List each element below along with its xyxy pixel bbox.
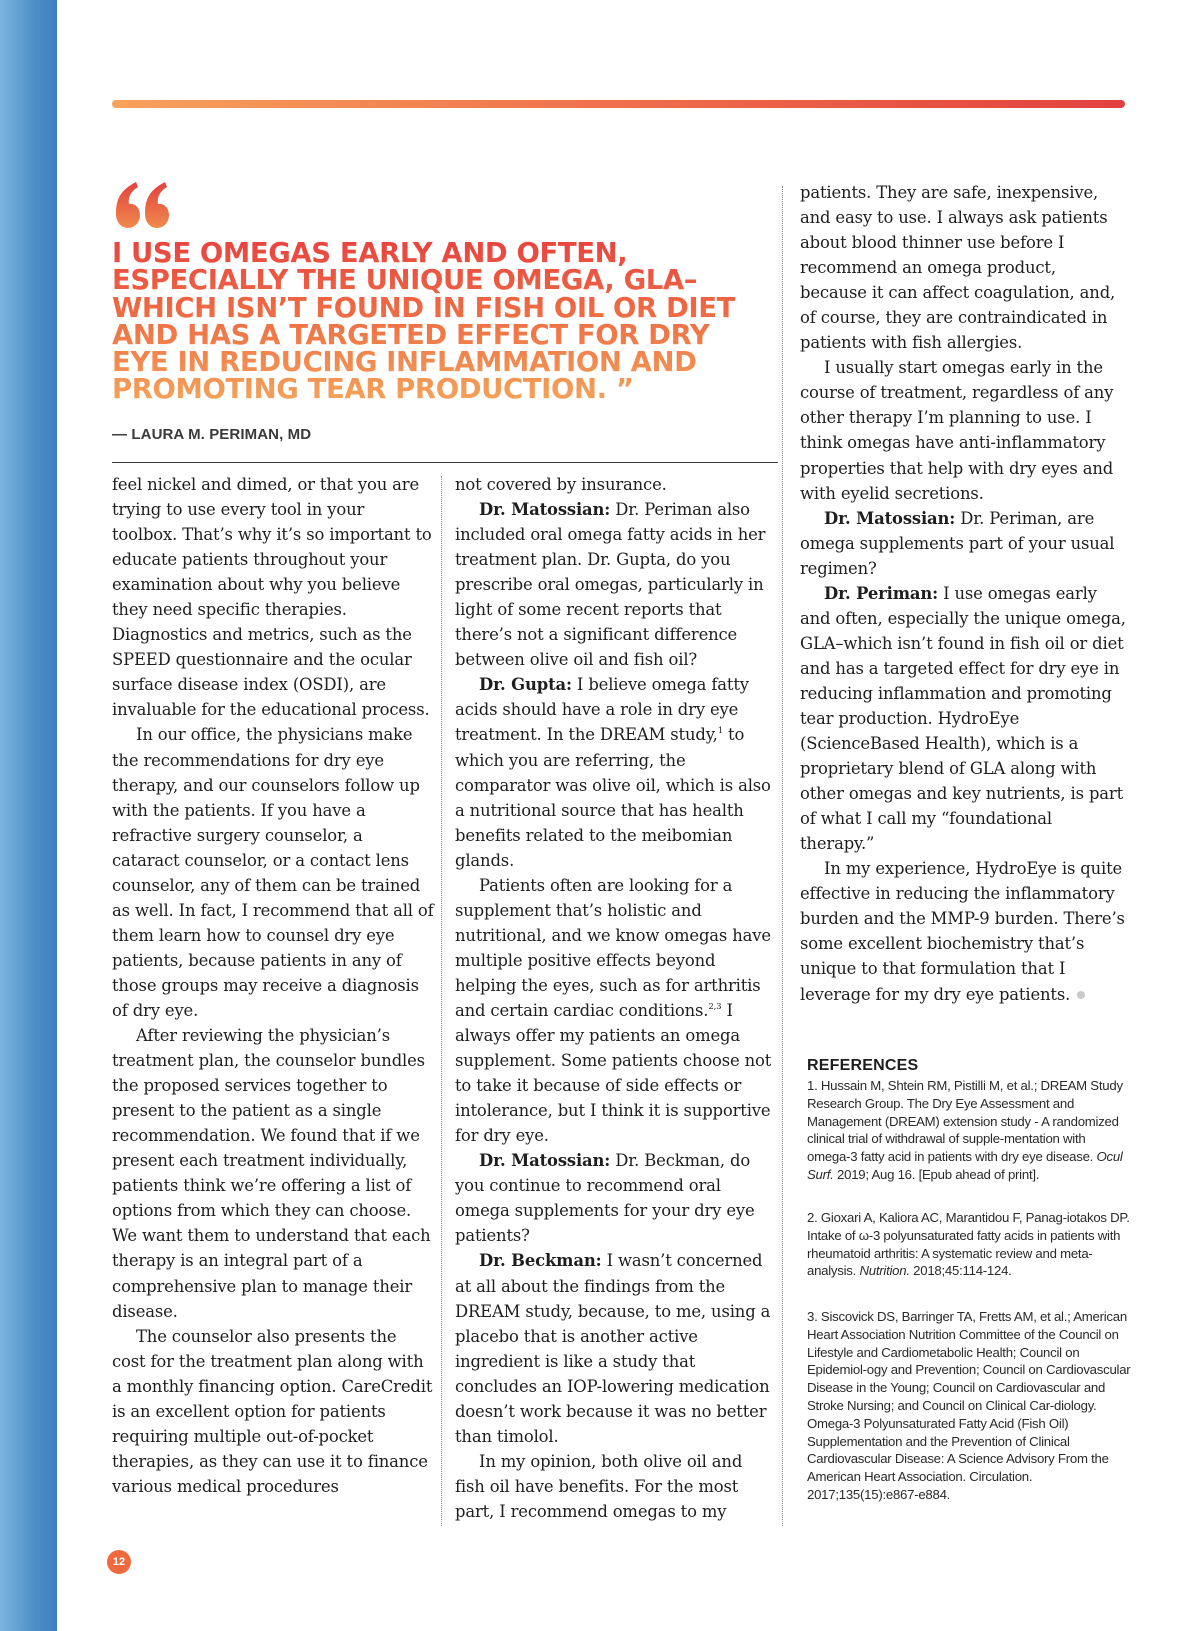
citation-superscript: 2,3 (708, 1001, 722, 1012)
speaker-name: Dr. Periman: (824, 583, 939, 603)
paragraph-text: Dr. Periman also included oral omega fatty acids in her treatment plan. Dr. Gupta, do you prescribe oral omegas, particularly in light of some recent reports that there’s not a significant difference between olive oil and fish oil? (455, 500, 766, 670)
paragraph-text: Patients often are looking for a supplement that’s holistic and nutritional, and we know omegas have multiple positive effects beyond helping the eyes, such as for arthritis and certain cardiac conditions. (455, 875, 771, 1020)
speaker-name: Dr. Matossian: (824, 508, 956, 528)
pull-quote: I USE OMEGAS EARLY AND OFTEN, ESPECIALLY THE UNIQUE OMEGA, GLA–WHICH ISN’T FOUND IN FISH OIL OR DIET AND HAS A TARGETED EFFECT FOR DRY EYE IN REDUCING INFLAMMATION AND PROMOTING TEAR PRODUCTION. ” (112, 240, 772, 404)
citation-superscript: 1 (717, 726, 723, 737)
speaker-name: Dr. Matossian: (479, 500, 611, 520)
paragraph: In my opinion, both olive oil and fish oil have benefits. For the most part, I recommend omegas to my (455, 1451, 743, 1521)
pull-quote-attribution: — LAURA M. PERIMAN, MD (112, 426, 312, 443)
paragraph: I usually start omegas early in the course of treatment, regardless of any other therapy I’m planning to use. I think omegas have anti-inflammatory properties that help with dry eyes and with eyelid secretions. (800, 358, 1114, 503)
paragraph-text: I believe omega fatty acids should have a role in dry eye treatment. In the DREAM study, (455, 675, 749, 745)
paragraph (455, 873, 775, 1149)
paragraph (455, 672, 775, 872)
paragraph-text: I wasn’t concerned at all about the findings from the DREAM study, because, to me, using a placebo that is another active ingredient is like a study that concludes an IOP-lowering medication doesn’t work because it was no better than timolol. (455, 1251, 771, 1446)
paragraph-text: In my experience, HydroEye is quite effective in reducing the inflammatory burden and the MMP-9 burden. There’s some excellent biochemistry that’s unique to that formulation that I leverage for my dry eye patients. (800, 859, 1125, 1004)
paragraph (455, 1148, 775, 1248)
speaker-name: Dr. Beckman: (479, 1251, 602, 1271)
reference-item: 2. Gioxari A, Kaliora AC, Marantidou F, Panag-iotakos DP. Intake of ω-3 polyunsaturated fatty acids in patients with rheumatoid arthritis: A systematic review and meta-analysis. Nutrition. 2018;45:114-124. (807, 1210, 1130, 1279)
speaker-name: Dr. Gupta: (479, 675, 572, 695)
quote-divider (112, 462, 778, 463)
end-mark-icon (1077, 991, 1085, 999)
reference-item: 3. Siscovick DS, Barringer TA, Fretts AM, et al.; American Heart Association Nutrition Committee of the Council on Lifestyle and Cardiometabolic Health; Council on Epidemiol-ogy and Prevention; Council on Cardiovascular Disease in the Young; Council on Cardiovascular and Stroke Nursing; and Council on Clinical Car-diology. Omega-3 Polyunsaturated Fatty Acid (Fish Oil) Supplementation and the Prevention of Clinical Cardiovascular Disease: A Science Advisory From the American Heart Association. Circulation. 2017;135(15):e867-e884. (807, 1309, 1131, 1502)
article-column-1 (112, 472, 434, 1499)
paragraph-text: Dr. Periman, are omega supplements part of your usual regimen? (800, 508, 1115, 578)
paragraph-text: I always offer my patients an omega supplement. Some patients choose not to take it because of side effects or intolerance, but I think it is supportive for dry eye. (455, 1000, 772, 1146)
paragraph-text: to which you are referring, the comparator was olive oil, which is also a nutritional source that has health benefits related to the meibomian glands. (455, 725, 771, 870)
quote-mark-icon (111, 168, 173, 238)
reference-item: 1. Hussain M, Shtein RM, Pistilli M, et al.; DREAM Study Research Group. The Dry Eye Assessment and Management (DREAM) extension study - A randomized clinical trial of withdrawal of supple-mentation with omega-3 fatty acid in patients with dry eye disease. Ocul Surf. 2019; Aug 16. [Epub ahead of print]. (807, 1078, 1123, 1182)
paragraph-text: Dr. Beckman, do you continue to recommend oral omega supplements for your dry eye patients? (455, 1151, 755, 1246)
paragraph-text: I use omegas early and often, especially the unique omega, GLA–which isn’t found in fish oil or diet and has a targeted effect for dry eye in reducing inflammation and promoting tear production. HydroEye (ScienceBased Health), which is a proprietary blend of GLA along with other omegas and key nutrients, is part of what I call my “foundational therapy.” (800, 583, 1126, 854)
references-heading: REFERENCES (807, 1057, 919, 1074)
journal-name: Ocul Surf. (807, 1149, 1123, 1182)
paragraph: not covered by insurance. (455, 475, 667, 494)
paragraph (800, 581, 1126, 857)
column-divider-2 (782, 186, 783, 1526)
paragraph: feel nickel and dimed, or that you are trying to use every tool in your toolbox. That’s why it’s so important to educate patients throughout your examination about why you believe they need specific therapies. Diagnostics and metrics, such as the SPEED questionnaire and the ocular surface disease index (OSDI), are invaluable for the educational process. (112, 475, 432, 720)
speaker-name: Dr. Matossian: (479, 1151, 611, 1171)
paragraph (800, 506, 1126, 581)
paragraph (455, 1248, 775, 1448)
side-color-band (0, 0, 57, 1631)
page-number: 12 (107, 1550, 131, 1574)
article-column-3 (800, 180, 1126, 1007)
journal-name: Nutrition. (859, 1263, 910, 1279)
paragraph: patients. They are safe, inexpensive, and easy to use. I always ask patients about blood thinner use before I recommend an omega product, because it can affect coagulation, and, of course, they are contraindicated in patients with fish allergies. (800, 183, 1116, 353)
column-divider-1 (441, 476, 442, 1526)
paragraph: After reviewing the physician’s treatment plan, the counselor bundles the proposed services together to present to the patient as a single recommendation. We found that if we present each treatment individually, patients think we’re offering a list of options from which they can choose. We want them to understand that each therapy is an integral part of a comprehensive plan to manage their disease. (112, 1026, 431, 1321)
article-column-2 (455, 472, 775, 1524)
paragraph (455, 497, 775, 672)
paragraph: The counselor also presents the cost for the treatment plan along with a monthly financing option. CareCredit is an excellent option for patients requiring multiple out-of-pocket therapies, as they can use it to finance various medical procedures (112, 1326, 433, 1496)
paragraph (800, 856, 1126, 1006)
paragraph: In our office, the physicians make the recommendations for dry eye therapy, and our counselors follow up with the patients. If you have a refractive surgery counselor, a cataract counselor, or a contact lens counselor, any of them can be trained as well. In fact, I recommend that all of them learn how to counsel dry eye patients, because patients in any of those groups may receive a diagnosis of dry eye. (112, 725, 434, 1020)
top-gradient-rule (112, 100, 1125, 108)
